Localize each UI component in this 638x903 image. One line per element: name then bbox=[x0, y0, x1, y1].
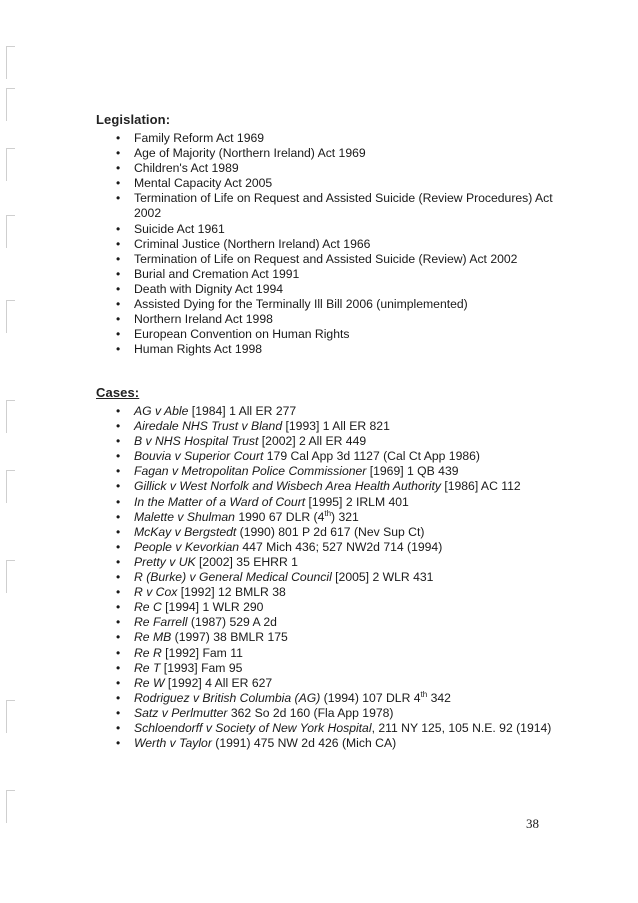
bullet-icon: • bbox=[116, 585, 121, 600]
case-citation: [1994] 1 WLR 290 bbox=[161, 600, 264, 615]
case-item bbox=[96, 525, 566, 540]
case-citation: (1991) 475 NW 2d 426 (Mich CA) bbox=[211, 736, 397, 751]
case-name: In the Matter of a Ward of Court bbox=[134, 494, 306, 509]
bullet-icon: • bbox=[116, 615, 121, 630]
case-item bbox=[96, 661, 566, 676]
legislation-item bbox=[96, 327, 566, 342]
bullet-icon: • bbox=[116, 449, 121, 464]
case-name: Malette v Shulman bbox=[134, 509, 235, 524]
legislation-item bbox=[96, 222, 566, 237]
bullet-icon: • bbox=[116, 720, 121, 735]
legislation-item-text: Suicide Act 1961 bbox=[134, 221, 225, 236]
legislation-item-text: Human Rights Act 1998 bbox=[134, 342, 263, 357]
bullet-icon: • bbox=[116, 131, 121, 145]
case-name: B v NHS Hospital Trust bbox=[134, 434, 259, 449]
legislation-item-text: European Convention on Human Rights bbox=[134, 327, 350, 342]
bullet-icon: • bbox=[116, 251, 121, 266]
bullet-icon: • bbox=[116, 630, 121, 645]
case-name: Pretty v UK bbox=[134, 554, 196, 569]
bullet-icon: • bbox=[116, 191, 121, 206]
bullet-icon: • bbox=[116, 539, 121, 554]
case-citation: [1984] 1 All ER 277 bbox=[188, 404, 297, 418]
case-name: Re T bbox=[134, 660, 161, 675]
legislation-item-text: Northern Ireland Act 1998 bbox=[134, 312, 273, 327]
case-citation: [1992] 12 BMLR 38 bbox=[177, 585, 286, 600]
bullet-icon: • bbox=[116, 176, 121, 191]
case-item bbox=[96, 706, 566, 721]
bullet-icon: • bbox=[116, 736, 121, 751]
legislation-item bbox=[96, 191, 566, 221]
case-name: Schloendorff v Society of New York Hospital bbox=[134, 720, 372, 735]
case-name: McKay v Bergstedt bbox=[134, 524, 237, 539]
case-item bbox=[96, 585, 566, 600]
case-citation: [1993] 1 All ER 821 bbox=[282, 419, 390, 434]
case-item bbox=[96, 495, 566, 510]
legislation-item bbox=[96, 297, 566, 312]
bullet-icon: • bbox=[116, 342, 121, 357]
bullet-icon: • bbox=[116, 554, 121, 569]
case-name: Re Farrell bbox=[134, 615, 188, 630]
legislation-item-text: Assisted Dying for the Terminally Ill Bill 2006 (unimplemented) bbox=[134, 297, 468, 312]
bullet-icon: • bbox=[116, 146, 121, 161]
case-name: Gillick v West Norfolk and Wisbech Area Health Authority bbox=[134, 479, 441, 494]
bullet-icon: • bbox=[116, 419, 121, 434]
case-name: R (Burke) v General Medical Council bbox=[134, 570, 332, 585]
case-item bbox=[96, 736, 566, 751]
case-citation: , 211 NY 125, 105 N.E. 92 (1914) bbox=[371, 720, 552, 735]
case-item bbox=[96, 615, 566, 630]
bullet-icon: • bbox=[116, 236, 121, 251]
case-citation: (1994) 107 DLR 4 bbox=[320, 690, 421, 705]
case-item bbox=[96, 646, 566, 661]
case-item bbox=[96, 510, 566, 525]
bullet-icon: • bbox=[116, 705, 121, 720]
case-citation: 1990 67 DLR (4 bbox=[234, 509, 325, 524]
bullet-icon: • bbox=[116, 221, 121, 236]
legislation-item bbox=[96, 161, 566, 176]
case-item bbox=[96, 434, 566, 449]
case-name: Re R bbox=[134, 645, 162, 660]
case-citation: [2002] 2 All ER 449 bbox=[258, 434, 367, 449]
legislation-item bbox=[96, 131, 566, 146]
legislation-section bbox=[96, 112, 566, 357]
case-item bbox=[96, 570, 566, 585]
case-citation: [1969] 1 QB 439 bbox=[366, 464, 459, 479]
case-item bbox=[96, 404, 566, 419]
case-name: R v Cox bbox=[134, 585, 178, 600]
legislation-item bbox=[96, 342, 566, 357]
bullet-icon: • bbox=[116, 524, 121, 539]
case-citation-end: ) 321 bbox=[331, 509, 359, 524]
bullet-icon: • bbox=[116, 494, 121, 509]
case-citation-superscript: th bbox=[324, 508, 332, 518]
cases-list bbox=[96, 404, 566, 751]
case-citation: (1997) 38 BMLR 175 bbox=[171, 630, 288, 645]
case-item bbox=[96, 419, 566, 434]
bullet-icon: • bbox=[116, 266, 121, 281]
bullet-icon: • bbox=[116, 570, 121, 585]
case-citation: 362 So 2d 160 (Fla App 1978) bbox=[227, 705, 394, 720]
case-item bbox=[96, 691, 566, 706]
bullet-icon: • bbox=[116, 479, 121, 494]
bullet-icon: • bbox=[116, 327, 121, 342]
legislation-heading: Legislation: bbox=[96, 112, 171, 127]
legislation-item bbox=[96, 252, 566, 267]
bullet-icon: • bbox=[116, 675, 121, 690]
case-name: Bouvia v Superior Court bbox=[134, 449, 264, 464]
legislation-item bbox=[96, 176, 566, 191]
case-citation: [1992] 4 All ER 627 bbox=[164, 675, 273, 690]
case-name: People v Kevorkian bbox=[134, 539, 240, 554]
legislation-item-text: Family Reform Act 1969 bbox=[134, 131, 265, 145]
case-citation-end: 342 bbox=[427, 690, 451, 705]
case-citation: 179 Cal App 3d 1127 (Cal Ct App 1986) bbox=[263, 449, 480, 464]
legislation-item bbox=[96, 312, 566, 327]
legislation-item-text: Burial and Cremation Act 1991 bbox=[134, 266, 300, 281]
case-citation: [2005] 2 WLR 431 bbox=[331, 570, 434, 585]
case-name: Fagan v Metropolitan Police Commissioner bbox=[134, 464, 367, 479]
case-item bbox=[96, 449, 566, 464]
bullet-icon: • bbox=[116, 404, 121, 418]
legislation-item-text: Death with Dignity Act 1994 bbox=[134, 281, 284, 296]
case-item bbox=[96, 676, 566, 691]
cases-section bbox=[96, 385, 566, 751]
bullet-icon: • bbox=[116, 312, 121, 327]
case-citation: [1992] Fam 11 bbox=[161, 645, 243, 660]
case-citation: 447 Mich 436; 527 NW2d 714 (1994) bbox=[239, 539, 443, 554]
case-citation: (1990) 801 P 2d 617 (Nev Sup Ct) bbox=[236, 524, 425, 539]
bullet-icon: • bbox=[116, 161, 121, 176]
case-name: Airedale NHS Trust v Bland bbox=[134, 419, 283, 434]
bullet-icon: • bbox=[116, 464, 121, 479]
legislation-item-text: Criminal Justice (Northern Ireland) Act 1966 bbox=[134, 236, 371, 251]
case-item bbox=[96, 464, 566, 479]
legislation-item-text: Age of Majority (Northern Ireland) Act 1969 bbox=[134, 146, 366, 161]
bullet-icon: • bbox=[116, 281, 121, 296]
case-citation: [1986] AC 112 bbox=[440, 479, 521, 494]
bullet-icon: • bbox=[116, 509, 121, 524]
legislation-item bbox=[96, 282, 566, 297]
case-name: Re C bbox=[134, 600, 162, 615]
legislation-list bbox=[96, 131, 566, 357]
case-name: AG v Able bbox=[134, 404, 189, 418]
case-citation: (1987) 529 A 2d bbox=[187, 615, 277, 630]
case-citation: [1993] Fam 95 bbox=[160, 660, 243, 675]
bullet-icon: • bbox=[116, 434, 121, 449]
case-citation-superscript: th bbox=[420, 689, 428, 699]
bullet-icon: • bbox=[116, 645, 121, 660]
legislation-item-text: Termination of Life on Request and Assisted Suicide (Review Procedures) Act 2002 bbox=[134, 191, 553, 221]
legislation-item-text: Mental Capacity Act 2005 bbox=[134, 176, 273, 191]
case-name: Werth v Taylor bbox=[134, 736, 212, 751]
case-name: Rodriguez v British Columbia (AG) bbox=[134, 690, 321, 705]
case-item bbox=[96, 721, 566, 736]
bullet-icon: • bbox=[116, 660, 121, 675]
page-number: 38 bbox=[526, 816, 539, 831]
case-citation: [2002] 35 EHRR 1 bbox=[195, 554, 298, 569]
case-name: Re MB bbox=[134, 630, 172, 645]
legislation-item bbox=[96, 146, 566, 161]
case-name: Re W bbox=[134, 675, 165, 690]
legislation-item-text: Termination of Life on Request and Assisted Suicide (Review) Act 2002 bbox=[134, 251, 518, 266]
case-item bbox=[96, 540, 566, 555]
case-item bbox=[96, 600, 566, 615]
cases-heading: Cases: bbox=[96, 385, 140, 400]
bullet-icon: • bbox=[116, 297, 121, 312]
scan-edge-marks bbox=[0, 0, 30, 903]
bullet-icon: • bbox=[116, 690, 121, 705]
case-item bbox=[96, 630, 566, 645]
legislation-item bbox=[96, 237, 566, 252]
case-item bbox=[96, 479, 566, 494]
legislation-item bbox=[96, 267, 566, 282]
case-item bbox=[96, 555, 566, 570]
case-name: Satz v Perlmutter bbox=[134, 705, 228, 720]
case-citation: [1995] 2 IRLM 401 bbox=[305, 494, 409, 509]
bullet-icon: • bbox=[116, 600, 121, 615]
legislation-item-text: Children's Act 1989 bbox=[134, 161, 239, 176]
